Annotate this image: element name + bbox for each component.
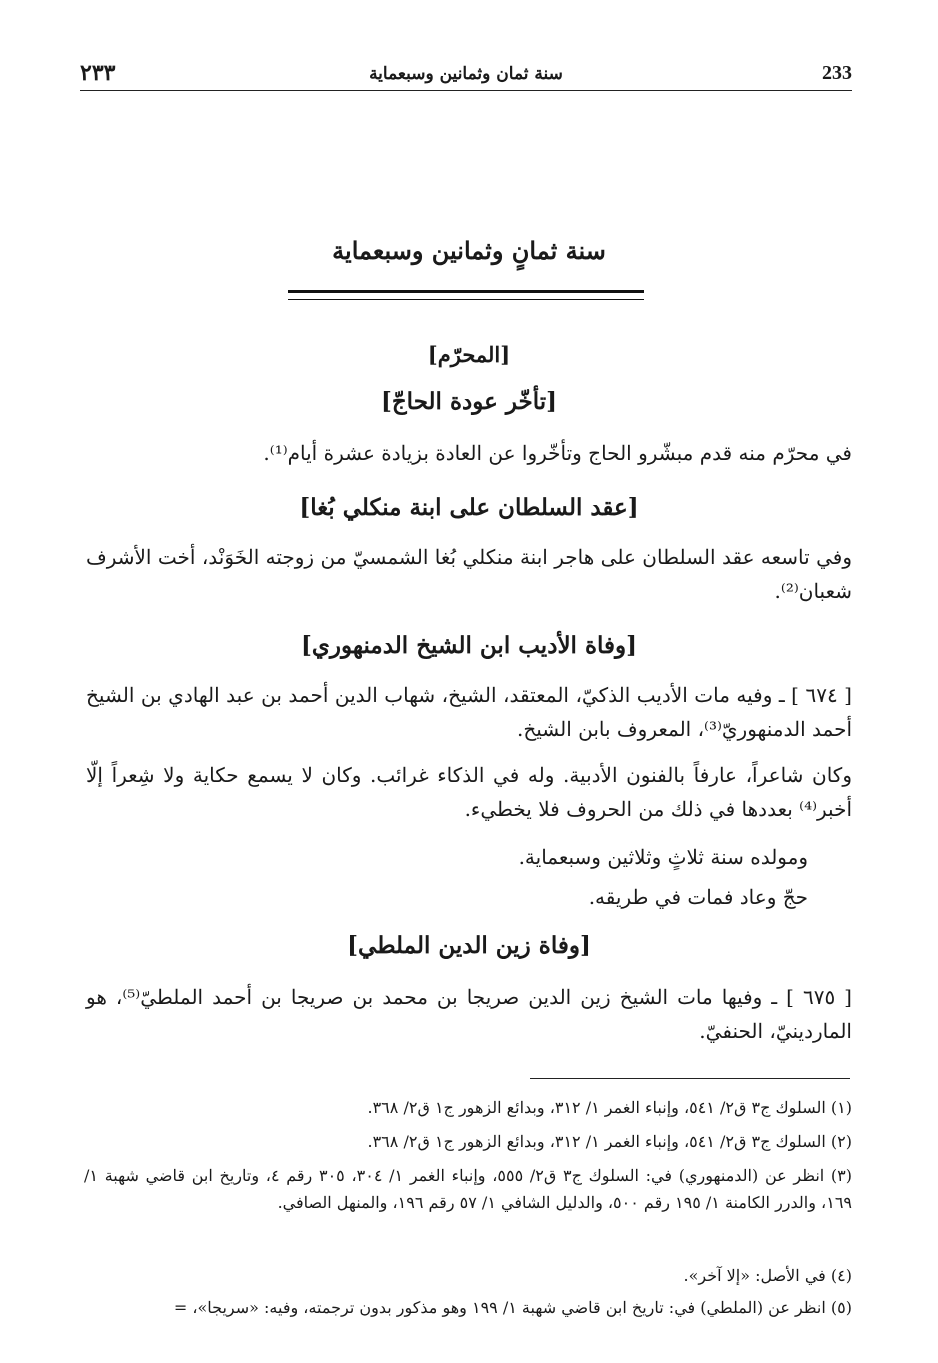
footnote-2: (٢) السلوك ج٣ ق٢/ ٥٤١، وإنباء الغمر ١/ ٣١٢، وبدائع الزهور ج١ ق٢/ ٣٦٨. — [367, 1132, 852, 1151]
running-title: سنة ثمان وثمانين وسبعماية — [369, 64, 563, 84]
page-header — [80, 60, 852, 91]
paragraph-1: في محرّم منه قدم مبشّرو الحاج وتأخّروا عن العادة بزيادة عشرة أيام⁽¹⁾. — [263, 441, 852, 465]
section-heading-hajj: [تأخّر عودة الحاجّ] — [380, 388, 558, 415]
paragraph-7: [ ٦٧٥ ] ـ وفيها مات الشيخ زين الدين صريجا بن محمد بن صريجا بن أحمد الملطيّ⁽⁵⁾، هو الماردينيّ، الحنفيّ. — [86, 985, 852, 1043]
footnote-3: (٣) انظر عن (الدمنهوري) في: السلوك ج٣ ق٢/ ٥٥٥، وإنباء الغمر ١/ ٣٠٤، ٣٠٥ رقم ٤، وتاريخ ابن قاضي شهبة ١/ ١٦٩، والدرر الكامنة ١/ ١٩٥ رقم ٥٠٠، والدليل الشافي ١/ ٥٧ رقم ١٩٦، والمنهل الصافي. — [84, 1166, 853, 1212]
paragraph-2: وفي تاسعه عقد السلطان على هاجر ابنة منكلي بُغا الشمسيّ من زوجته الخَوَنْد، أخت الأشرف شعبان⁽²⁾. — [86, 545, 852, 603]
footnote-1: (١) السلوك ج٣ ق٢/ ٥٤١، وإنباء الغمر ١/ ٣١٢، وبدائع الزهور ج١ ق٢/ ٣٦٨. — [367, 1098, 852, 1117]
paragraph-3: [ ٦٧٤ ] ـ وفيه مات الأديب الذكيّ، المعتقد، الشيخ، شهاب الدين أحمد بن عبد الهادي بن الشيخ أحمد الدمنهوريّ⁽³⁾، المعروف بابن الشيخ. — [86, 683, 852, 741]
paragraph-4: وكان شاعراً، عارفاً بالفنون الأدبية. وله في الذكاء غرائب. وكان لا يسمع حكاية ولا شِعراً إلّا أخبر⁽⁴⁾ بعددها في ذلك من الحروف فلا يخطيء. — [86, 763, 852, 821]
paragraph-6: حجّ وعاد فمات في طريقه. — [588, 885, 808, 909]
title-double-rule — [288, 290, 644, 300]
section-heading-damanhuri: [وفاة الأديب ابن الشيخ الدمنهوري] — [300, 632, 637, 659]
chapter-title: سنة ثمانٍ وثمانين وسبعماية — [332, 236, 606, 265]
section-heading-muharram: [المحرّم] — [427, 342, 511, 367]
paragraph-5: ومولده سنة ثلاثٍ وثلاثين وسبعماية. — [518, 845, 808, 869]
footnote-4: (٤) في الأصل: «إلا آخر». — [683, 1266, 852, 1285]
section-heading-malati: [وفاة زين الدين الملطي] — [347, 932, 591, 959]
footnote-separator — [530, 1078, 850, 1079]
section-heading-marriage: [عقد السلطان على ابنة منكلي بُغا] — [299, 494, 639, 521]
footnote-5: (٥) انظر عن (الملطي) في: تاريخ ابن قاضي شهبة ١/ ١٩٩ وهو مذكور بدون ترجمته، وفيه: «سريجا»، = — [173, 1298, 852, 1317]
page-number-latin: 233 — [822, 62, 852, 84]
page-number-arabic: ٢٣٣ — [80, 60, 116, 86]
